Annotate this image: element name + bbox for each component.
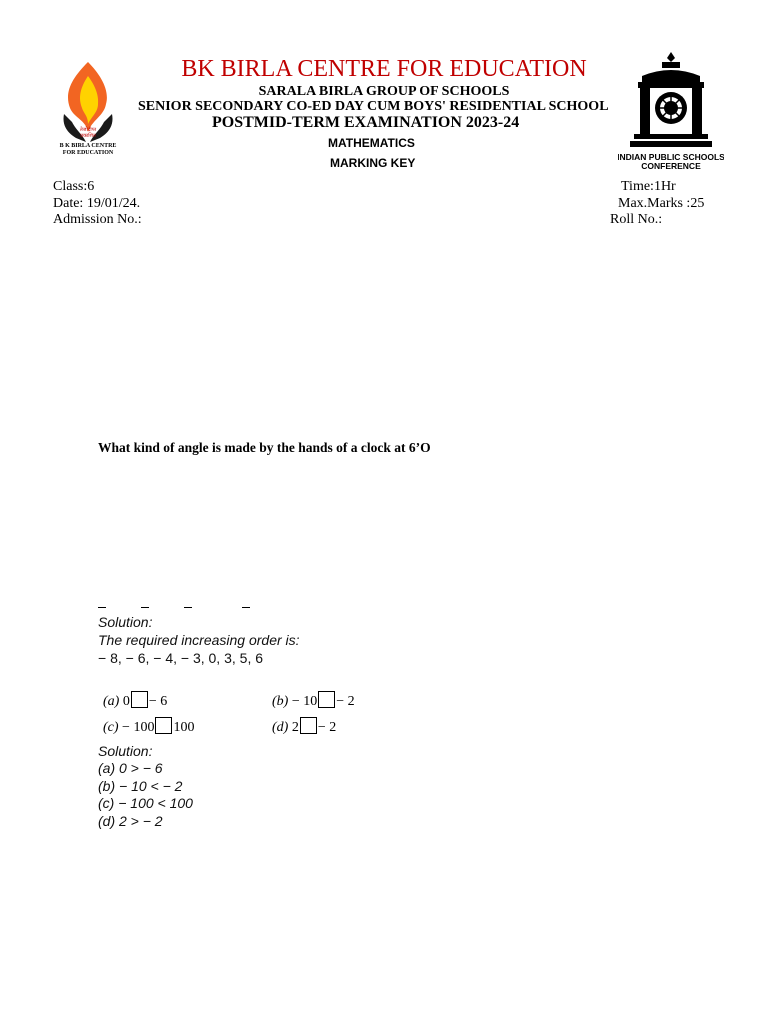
option-b: (b) − 10 − 2 xyxy=(272,691,355,710)
answer-b: (b) − 10 < − 2 xyxy=(98,778,183,794)
answer-box xyxy=(155,717,172,734)
answer-c: (c) − 100 < 100 xyxy=(98,795,193,811)
svg-text:FOR EDUCATION: FOR EDUCATION xyxy=(62,150,114,156)
dash-mark xyxy=(242,607,250,608)
dash-mark xyxy=(141,607,149,608)
svg-text:तेजोदीप्त: तेजोदीप्त xyxy=(79,128,97,133)
group-name: SARALA BIRLA GROUP OF SCHOOLS xyxy=(258,84,510,99)
svg-text:INDIAN PUBLIC SCHOOLS: INDIAN PUBLIC SCHOOLS xyxy=(618,152,724,162)
answer-a: (a) 0 > − 6 xyxy=(98,760,163,776)
solution-label: Solution: xyxy=(98,614,153,630)
answer-box xyxy=(318,691,335,708)
answer-box xyxy=(131,691,148,708)
admission-label: Admission No.: xyxy=(53,212,142,227)
svg-text:CONFERENCE: CONFERENCE xyxy=(641,161,701,171)
solution-text: The required increasing order is: xyxy=(98,632,300,648)
option-d: (d) 2 − 2 xyxy=(272,717,336,736)
answer-box xyxy=(300,717,317,734)
subject-label: MATHEMATICS xyxy=(328,136,415,150)
svg-text:B K BIRLA CENTRE: B K BIRLA CENTRE xyxy=(59,143,117,149)
exam-title: POSTMID-TERM EXAMINATION 2023-24 xyxy=(212,114,520,131)
option-a: (a) 0 − 6 xyxy=(103,691,167,710)
school-type: SENIOR SECONDARY CO-ED DAY CUM BOYS' RESIDENTIAL SCHOOL xyxy=(138,99,609,114)
question-clock-angle: What kind of angle is made by the hands of a clock at 6’O xyxy=(98,440,431,455)
date-label: Date: 19/01/24. xyxy=(53,196,141,211)
svg-text:प्रकाशित: प्रकाशित xyxy=(80,134,96,139)
class-label: Class:6 xyxy=(53,179,95,194)
school-name: BK BIRLA CENTRE FOR EDUCATION xyxy=(181,56,587,82)
dash-mark xyxy=(98,607,106,608)
marking-key-label: MARKING KEY xyxy=(330,156,416,170)
max-marks-label: Max.Marks :25 xyxy=(618,196,705,211)
roll-number-label: Roll No.: xyxy=(610,212,663,227)
time-label: Time:1Hr xyxy=(621,179,676,194)
option-c: (c) − 100 100 xyxy=(103,717,194,736)
dash-mark xyxy=(184,607,192,608)
solution-label: Solution: xyxy=(98,743,153,759)
answer-d: (d) 2 > − 2 xyxy=(98,813,163,829)
solution-answer: − 8, − 6, − 4, − 3, 0, 3, 5, 6 xyxy=(98,650,264,666)
